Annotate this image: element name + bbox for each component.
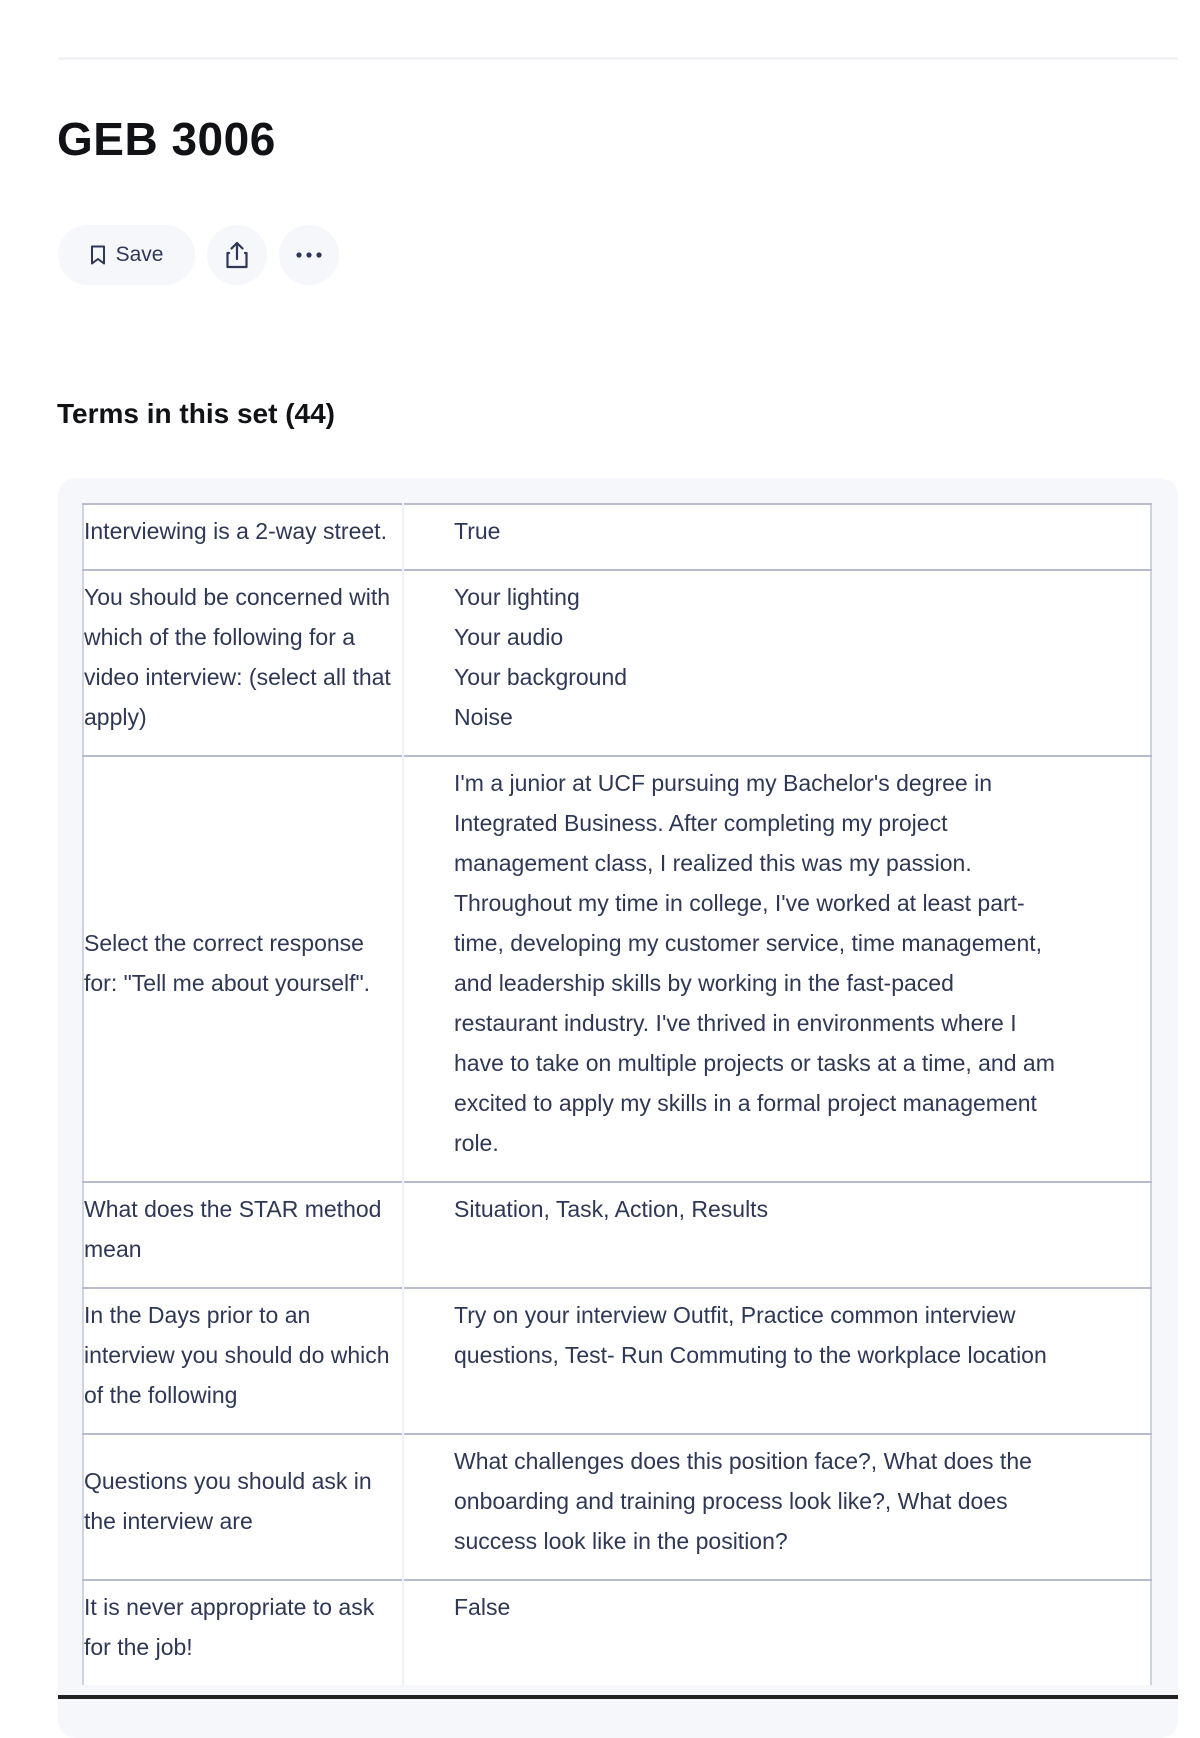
definition-text: What challenges does this position face?, What does the onboarding and training process look like?, What does success look like in the position?	[454, 1448, 1032, 1554]
term-cell	[83, 1288, 403, 1434]
share-icon	[224, 241, 250, 269]
more-horizontal-icon	[295, 251, 323, 259]
definition-text: Your audio	[454, 624, 564, 650]
terms-table	[82, 503, 1152, 1685]
page-title: GEB 3006	[57, 113, 276, 165]
definition-text: True	[454, 518, 501, 544]
top-divider	[58, 57, 1178, 60]
table-row	[83, 1288, 1151, 1434]
definition-cell	[403, 1580, 1151, 1685]
share-button[interactable]	[207, 225, 267, 285]
table-row	[83, 504, 1151, 570]
table-row	[83, 1182, 1151, 1288]
save-label: Save	[115, 243, 164, 266]
table-row	[83, 1434, 1151, 1580]
term-cell	[83, 1434, 403, 1580]
definition-cell	[403, 1434, 1151, 1580]
definition-text: Noise	[454, 704, 513, 730]
bottom-divider	[58, 1695, 1178, 1699]
definition-text: Your lighting	[454, 584, 580, 610]
term-text: Select the correct response for: "Tell me about yourself".	[84, 930, 371, 996]
action-bar	[58, 225, 339, 285]
term-cell	[83, 756, 403, 1182]
bookmark-icon	[90, 245, 106, 265]
more-options-button[interactable]	[279, 225, 339, 285]
table-row	[83, 1580, 1151, 1685]
term-text: What does the STAR method mean	[84, 1196, 382, 1262]
definition-cell	[403, 756, 1151, 1182]
definition-text: False	[454, 1594, 511, 1620]
definition-text: Try on your interview Outfit, Practice common interview questions, Test- Run Commuting to the workplace location	[454, 1302, 1047, 1368]
term-text: Interviewing is a 2-way street.	[84, 518, 387, 544]
definition-cell	[403, 504, 1151, 570]
table-row	[83, 756, 1151, 1182]
term-text: In the Days prior to an interview you should do which of the following	[84, 1302, 390, 1408]
definition-text: Situation, Task, Action, Results	[454, 1196, 769, 1222]
terms-section-title: Terms in this set (44)	[57, 398, 336, 429]
term-cell	[83, 1182, 403, 1288]
term-cell	[83, 570, 403, 756]
definition-cell	[403, 1288, 1151, 1434]
term-text: You should be concerned with which of the following for a video interview: (select all that apply)	[84, 584, 391, 730]
definition-text: I'm a junior at UCF pursuing my Bachelor's degree in Integrated Business. After completing my project management class, I realized this was my passion. Throughout my time in college, I've worked at least part-time, developing my customer service, time management, and leadership skills by working in the fast-paced restaurant industry. I've thrived in environments where I have to take on multiple projects or tasks at a time, and am excited to apply my skills in a formal project management role.	[454, 770, 1055, 1156]
save-button[interactable]	[58, 225, 195, 285]
term-text: It is never appropriate to ask for the job!	[84, 1594, 375, 1660]
definition-cell	[403, 1182, 1151, 1288]
table-row	[83, 570, 1151, 756]
term-cell	[83, 1580, 403, 1685]
definition-text: Your background	[454, 664, 628, 690]
term-text: Questions you should ask in the interview are	[84, 1468, 372, 1534]
term-cell	[83, 504, 403, 570]
definition-cell	[403, 570, 1151, 756]
